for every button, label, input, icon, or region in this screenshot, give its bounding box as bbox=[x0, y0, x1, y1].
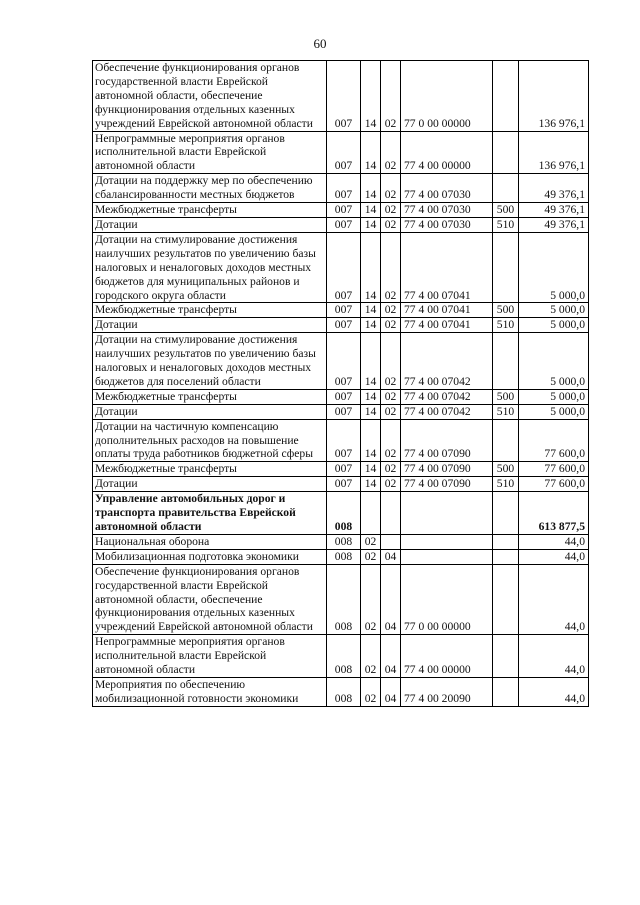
amount: 44,0 bbox=[519, 635, 589, 678]
amount: 613 877,5 bbox=[519, 492, 589, 535]
target-item-code: 77 4 00 07090 bbox=[401, 462, 493, 477]
section-code: 14 bbox=[361, 462, 381, 477]
expense-type-code bbox=[493, 564, 519, 635]
expense-type-code bbox=[493, 61, 519, 132]
grbs-code: 007 bbox=[327, 232, 361, 303]
grbs-code: 008 bbox=[327, 492, 361, 535]
target-item-code: 77 0 00 00000 bbox=[401, 61, 493, 132]
grbs-code: 007 bbox=[327, 174, 361, 203]
expense-type-code bbox=[493, 232, 519, 303]
section-code: 02 bbox=[361, 549, 381, 564]
expense-type-code: 500 bbox=[493, 389, 519, 404]
row-name: Межбюджетные трансферты bbox=[93, 203, 327, 218]
row-name: Мобилизационная подготовка экономики bbox=[93, 549, 327, 564]
budget-table-body bbox=[93, 61, 589, 707]
subsection-code: 02 bbox=[381, 303, 401, 318]
subsection-code: 02 bbox=[381, 174, 401, 203]
row-name: Межбюджетные трансферты bbox=[93, 389, 327, 404]
target-item-code: 77 0 00 00000 bbox=[401, 564, 493, 635]
section-code: 14 bbox=[361, 389, 381, 404]
target-item-code: 77 4 00 07090 bbox=[401, 477, 493, 492]
expense-type-code bbox=[493, 174, 519, 203]
grbs-code: 007 bbox=[327, 318, 361, 333]
amount: 136 976,1 bbox=[519, 131, 589, 174]
section-code: 02 bbox=[361, 534, 381, 549]
grbs-code: 007 bbox=[327, 419, 361, 462]
amount: 5 000,0 bbox=[519, 303, 589, 318]
grbs-code: 007 bbox=[327, 217, 361, 232]
amount: 49 376,1 bbox=[519, 217, 589, 232]
amount: 44,0 bbox=[519, 564, 589, 635]
section-code: 14 bbox=[361, 203, 381, 218]
grbs-code: 008 bbox=[327, 677, 361, 706]
table-row bbox=[93, 318, 589, 333]
subsection-code: 02 bbox=[381, 389, 401, 404]
expense-type-code: 510 bbox=[493, 477, 519, 492]
target-item-code bbox=[401, 534, 493, 549]
expense-type-code: 500 bbox=[493, 303, 519, 318]
row-name: Межбюджетные трансферты bbox=[93, 462, 327, 477]
table-row bbox=[93, 564, 589, 635]
grbs-code: 007 bbox=[327, 404, 361, 419]
section-code bbox=[361, 492, 381, 535]
row-name: Дотации bbox=[93, 404, 327, 419]
table-row bbox=[93, 232, 589, 303]
expense-type-code: 510 bbox=[493, 318, 519, 333]
table-row bbox=[93, 333, 589, 390]
subsection-code: 02 bbox=[381, 477, 401, 492]
section-code: 14 bbox=[361, 174, 381, 203]
table-row bbox=[93, 534, 589, 549]
target-item-code: 77 4 00 00000 bbox=[401, 131, 493, 174]
table-row bbox=[93, 492, 589, 535]
grbs-code: 008 bbox=[327, 564, 361, 635]
grbs-code: 008 bbox=[327, 534, 361, 549]
section-code: 14 bbox=[361, 318, 381, 333]
target-item-code: 77 4 00 07090 bbox=[401, 419, 493, 462]
grbs-code: 007 bbox=[327, 462, 361, 477]
grbs-code: 007 bbox=[327, 477, 361, 492]
row-name: Обеспечение функционирования органов государственной власти Еврейской автономной области, обеспечение функционирования отдельных казенных учреждений Еврейской автономной области bbox=[93, 61, 327, 132]
amount: 49 376,1 bbox=[519, 203, 589, 218]
section-code: 14 bbox=[361, 303, 381, 318]
expense-type-code bbox=[493, 333, 519, 390]
section-code: 14 bbox=[361, 404, 381, 419]
target-item-code: 77 4 00 07042 bbox=[401, 333, 493, 390]
expense-type-code: 510 bbox=[493, 217, 519, 232]
subsection-code: 02 bbox=[381, 404, 401, 419]
table-row bbox=[93, 303, 589, 318]
section-code: 14 bbox=[361, 131, 381, 174]
subsection-code: 02 bbox=[381, 131, 401, 174]
target-item-code: 77 4 00 07030 bbox=[401, 174, 493, 203]
table-row bbox=[93, 404, 589, 419]
row-name: Дотации bbox=[93, 318, 327, 333]
row-name: Управление автомобильных дорог и транспорта правительства Еврейской автономной области bbox=[93, 492, 327, 535]
subsection-code: 02 bbox=[381, 61, 401, 132]
table-row bbox=[93, 462, 589, 477]
table-row bbox=[93, 61, 589, 132]
target-item-code: 77 4 00 20090 bbox=[401, 677, 493, 706]
expense-type-code: 500 bbox=[493, 462, 519, 477]
row-name: Дотации на частичную компенсацию дополнительных расходов на повышение оплаты труда работников бюджетной сферы bbox=[93, 419, 327, 462]
amount: 5 000,0 bbox=[519, 404, 589, 419]
grbs-code: 008 bbox=[327, 549, 361, 564]
budget-table bbox=[92, 60, 589, 707]
subsection-code: 04 bbox=[381, 564, 401, 635]
row-name: Дотации на стимулирование достижения наилучших результатов по увеличению базы налоговых и неналоговых доходов местных бюджетов для муниципальных районов и городского округа области bbox=[93, 232, 327, 303]
section-code: 14 bbox=[361, 419, 381, 462]
subsection-code: 02 bbox=[381, 462, 401, 477]
row-name: Непрограммные мероприятия органов исполнительной власти Еврейской автономной области bbox=[93, 131, 327, 174]
amount: 136 976,1 bbox=[519, 61, 589, 132]
subsection-code: 02 bbox=[381, 217, 401, 232]
expense-type-code bbox=[493, 534, 519, 549]
target-item-code: 77 4 00 07041 bbox=[401, 303, 493, 318]
amount: 77 600,0 bbox=[519, 419, 589, 462]
expense-type-code bbox=[493, 419, 519, 462]
section-code: 02 bbox=[361, 564, 381, 635]
row-name: Межбюджетные трансферты bbox=[93, 303, 327, 318]
expense-type-code bbox=[493, 131, 519, 174]
subsection-code: 04 bbox=[381, 549, 401, 564]
target-item-code bbox=[401, 549, 493, 564]
subsection-code: 02 bbox=[381, 232, 401, 303]
table-row bbox=[93, 635, 589, 678]
expense-type-code bbox=[493, 492, 519, 535]
section-code: 14 bbox=[361, 232, 381, 303]
table-row bbox=[93, 677, 589, 706]
section-code: 14 bbox=[361, 61, 381, 132]
table-row bbox=[93, 419, 589, 462]
amount: 44,0 bbox=[519, 534, 589, 549]
expense-type-code bbox=[493, 549, 519, 564]
section-code: 14 bbox=[361, 333, 381, 390]
row-name: Дотации bbox=[93, 217, 327, 232]
amount: 77 600,0 bbox=[519, 477, 589, 492]
row-name: Непрограммные мероприятия органов исполнительной власти Еврейской автономной области bbox=[93, 635, 327, 678]
target-item-code: 77 4 00 07042 bbox=[401, 389, 493, 404]
section-code: 14 bbox=[361, 217, 381, 232]
table-row bbox=[93, 131, 589, 174]
grbs-code: 007 bbox=[327, 333, 361, 390]
subsection-code: 02 bbox=[381, 419, 401, 462]
amount: 5 000,0 bbox=[519, 318, 589, 333]
subsection-code bbox=[381, 534, 401, 549]
row-name: Мероприятия по обеспечению мобилизационной готовности экономики bbox=[93, 677, 327, 706]
target-item-code: 77 4 00 07030 bbox=[401, 203, 493, 218]
amount: 5 000,0 bbox=[519, 333, 589, 390]
amount: 49 376,1 bbox=[519, 174, 589, 203]
subsection-code: 04 bbox=[381, 635, 401, 678]
grbs-code: 007 bbox=[327, 389, 361, 404]
table-row bbox=[93, 549, 589, 564]
amount: 5 000,0 bbox=[519, 232, 589, 303]
grbs-code: 008 bbox=[327, 635, 361, 678]
subsection-code: 02 bbox=[381, 318, 401, 333]
subsection-code: 04 bbox=[381, 677, 401, 706]
target-item-code bbox=[401, 492, 493, 535]
target-item-code: 77 4 00 07041 bbox=[401, 318, 493, 333]
target-item-code: 77 4 00 07041 bbox=[401, 232, 493, 303]
row-name: Обеспечение функционирования органов государственной власти Еврейской автономной области, обеспечение функционирования отдельных казенных учреждений Еврейской автономной области bbox=[93, 564, 327, 635]
table-row bbox=[93, 389, 589, 404]
table-row bbox=[93, 477, 589, 492]
section-code: 14 bbox=[361, 477, 381, 492]
target-item-code: 77 4 00 07042 bbox=[401, 404, 493, 419]
subsection-code: 02 bbox=[381, 333, 401, 390]
table-row bbox=[93, 217, 589, 232]
table-row bbox=[93, 203, 589, 218]
target-item-code: 77 4 00 07030 bbox=[401, 217, 493, 232]
amount: 5 000,0 bbox=[519, 389, 589, 404]
section-code: 02 bbox=[361, 677, 381, 706]
target-item-code: 77 4 00 00000 bbox=[401, 635, 493, 678]
grbs-code: 007 bbox=[327, 203, 361, 218]
row-name: Дотации bbox=[93, 477, 327, 492]
expense-type-code bbox=[493, 635, 519, 678]
expense-type-code: 500 bbox=[493, 203, 519, 218]
row-name: Дотации на поддержку мер по обеспечению сбалансированности местных бюджетов bbox=[93, 174, 327, 203]
amount: 44,0 bbox=[519, 677, 589, 706]
amount: 77 600,0 bbox=[519, 462, 589, 477]
subsection-code bbox=[381, 492, 401, 535]
row-name: Национальная оборона bbox=[93, 534, 327, 549]
expense-type-code: 510 bbox=[493, 404, 519, 419]
row-name: Дотации на стимулирование достижения наилучших результатов по увеличению базы налоговых и неналоговых доходов местных бюджетов для поселений области bbox=[93, 333, 327, 390]
section-code: 02 bbox=[361, 635, 381, 678]
subsection-code: 02 bbox=[381, 203, 401, 218]
grbs-code: 007 bbox=[327, 131, 361, 174]
expense-type-code bbox=[493, 677, 519, 706]
grbs-code: 007 bbox=[327, 303, 361, 318]
table-row bbox=[93, 174, 589, 203]
amount: 44,0 bbox=[519, 549, 589, 564]
page-number: 60 bbox=[313, 36, 327, 51]
grbs-code: 007 bbox=[327, 61, 361, 132]
